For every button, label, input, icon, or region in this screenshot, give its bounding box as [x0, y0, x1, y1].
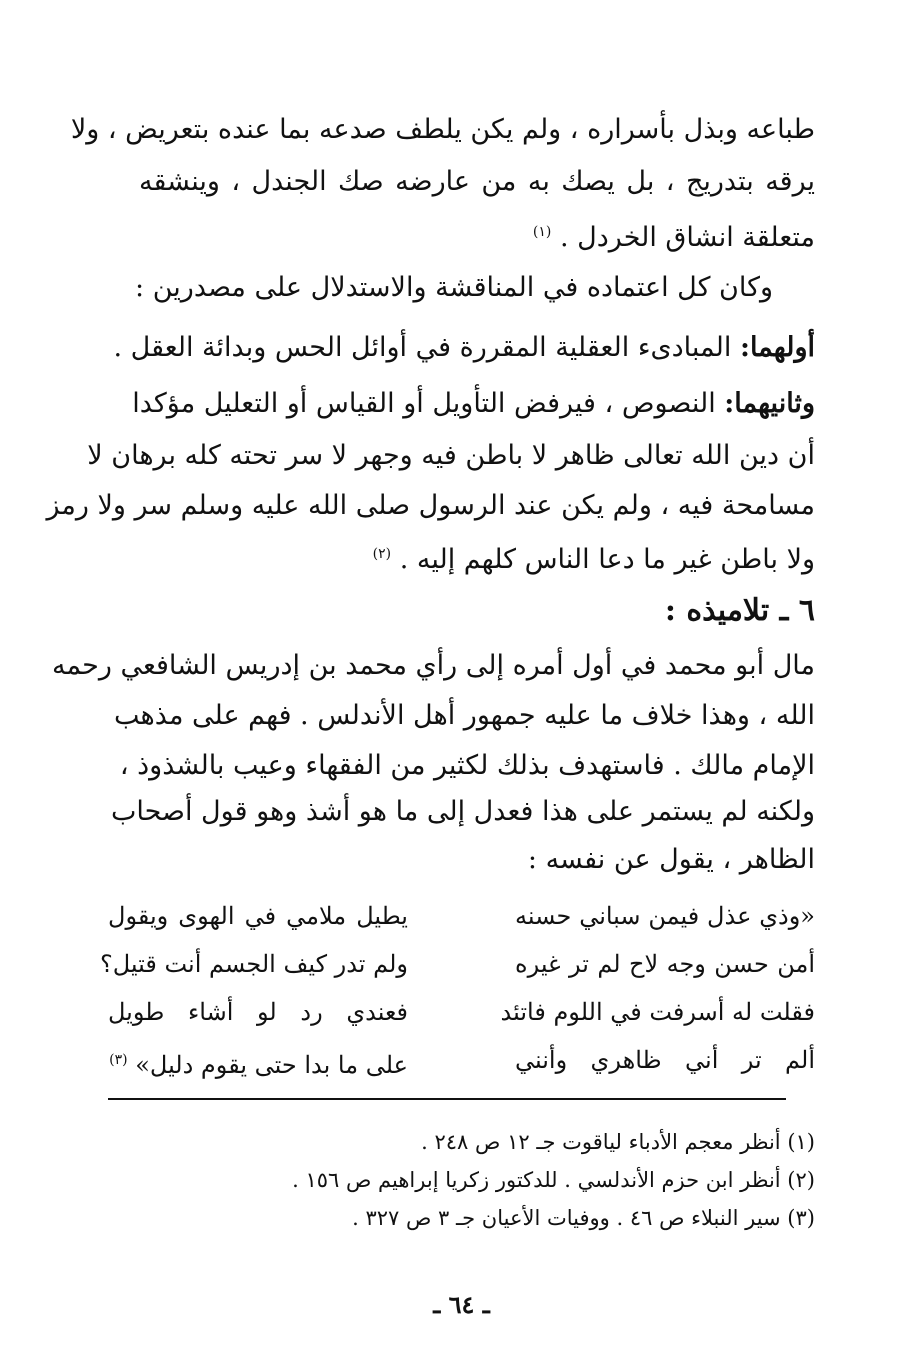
- paragraph-line: الله ، وهذا خلاف ما عليه جمهور أهل الأندلس . فهم على مذهب: [114, 700, 815, 731]
- page-number: ـ ٦٤ ـ: [433, 1290, 490, 1319]
- paragraph-text: متعلقة انشاق الخردل .: [559, 222, 815, 253]
- verse-second-half: ولم تدر كيف الجسم أنت قتيل؟: [99, 950, 408, 978]
- paragraph-line: طباعه وبذل بأسراره ، ولم يكن يلطف صدعه بما عنده بتعريض ، ولا: [70, 114, 815, 145]
- paragraph-line: مسامحة فيه ، ولم يكن عند الرسول صلى الله عليه وسلم سر ولا رمز: [46, 490, 815, 521]
- second-source-text: النصوص ، فيرفض التأويل أو القياس أو التعليل مؤكدا: [132, 388, 716, 419]
- paragraph-line-last: [139, 210, 815, 260]
- footnote: (٢) أنظر ابن حزم الأندلسي . للدكتور زكريا إبراهيم ص ١٥٦ .: [292, 1168, 815, 1192]
- verse-first-half: «وذي عذل فيمن سباني حسنه: [515, 902, 815, 930]
- first-source-label: أولهما:: [739, 332, 815, 363]
- verse-text: على ما بدا حتى يقوم دليل»: [135, 1051, 408, 1079]
- first-source-line: [113, 326, 815, 370]
- paragraph-line: ولكنه لم يستمر على هذا فعدل إلى ما هو أشذ وهو قول أصحاب: [110, 796, 815, 827]
- verse-first-half: فقلت له أسرفت في اللوم فاتئد: [500, 998, 815, 1026]
- footnote-ref: (٣): [109, 1052, 128, 1068]
- verse-second-half-last: [108, 1040, 408, 1085]
- verse-first-half: أمن حسن وجه لاح لم تر غيره: [515, 950, 815, 978]
- footnote: (١) أنظر معجم الأدباء لياقوت جـ ١٢ ص ٢٤٨ .: [421, 1130, 815, 1154]
- paragraph-text: ولا باطن غير ما دعا الناس كلهم إليه .: [399, 544, 815, 575]
- footnote-ref: (١): [532, 224, 552, 240]
- paragraph-line: الظاهر ، يقول عن نفسه :: [527, 844, 815, 875]
- verse-second-half: فعندي رد لو أشاء طويل: [108, 998, 408, 1026]
- first-source-text: المبادىء العقلية المقررة في أوائل الحس وبدائة العقل .: [113, 332, 732, 363]
- paragraph-line: مال أبو محمد في أول أمره إلى رأي محمد بن إدريس الشافعي رحمه: [52, 650, 815, 681]
- footnote: (٣) سير النبلاء ص ٤٦ . ووفيات الأعيان جـ ٣ ص ٣٢٧ .: [352, 1206, 815, 1230]
- paragraph-line: يرقه بتدريج ، بل يصك به من عارضه صك الجندل ، وينشقه: [139, 166, 815, 197]
- verse-first-half: ألم تر أني ظاهري وأنني: [515, 1046, 815, 1074]
- verse-second-half: يطيل ملامي في الهوى ويقول: [108, 902, 408, 930]
- paragraph-line: أن دين الله تعالى ظاهر لا باطن فيه وجهر لا سر تحته كله برهان لا: [87, 440, 815, 471]
- second-source-line: [132, 382, 815, 426]
- second-source-label: وثانيهما:: [724, 388, 815, 419]
- paragraph-line: وكان كل اعتماده في المناقشة والاستدلال على مصدرين :: [135, 272, 773, 303]
- footnote-divider: [108, 1098, 786, 1100]
- footnote-ref: (٢): [372, 546, 392, 562]
- section-heading: ٦ ـ تلاميذه :: [664, 593, 815, 628]
- paragraph-line: الإمام مالك . فاستهدف بذلك لكثير من الفقهاء وعيب بالشذوذ ،: [119, 750, 815, 781]
- paragraph-line-last: [139, 532, 815, 582]
